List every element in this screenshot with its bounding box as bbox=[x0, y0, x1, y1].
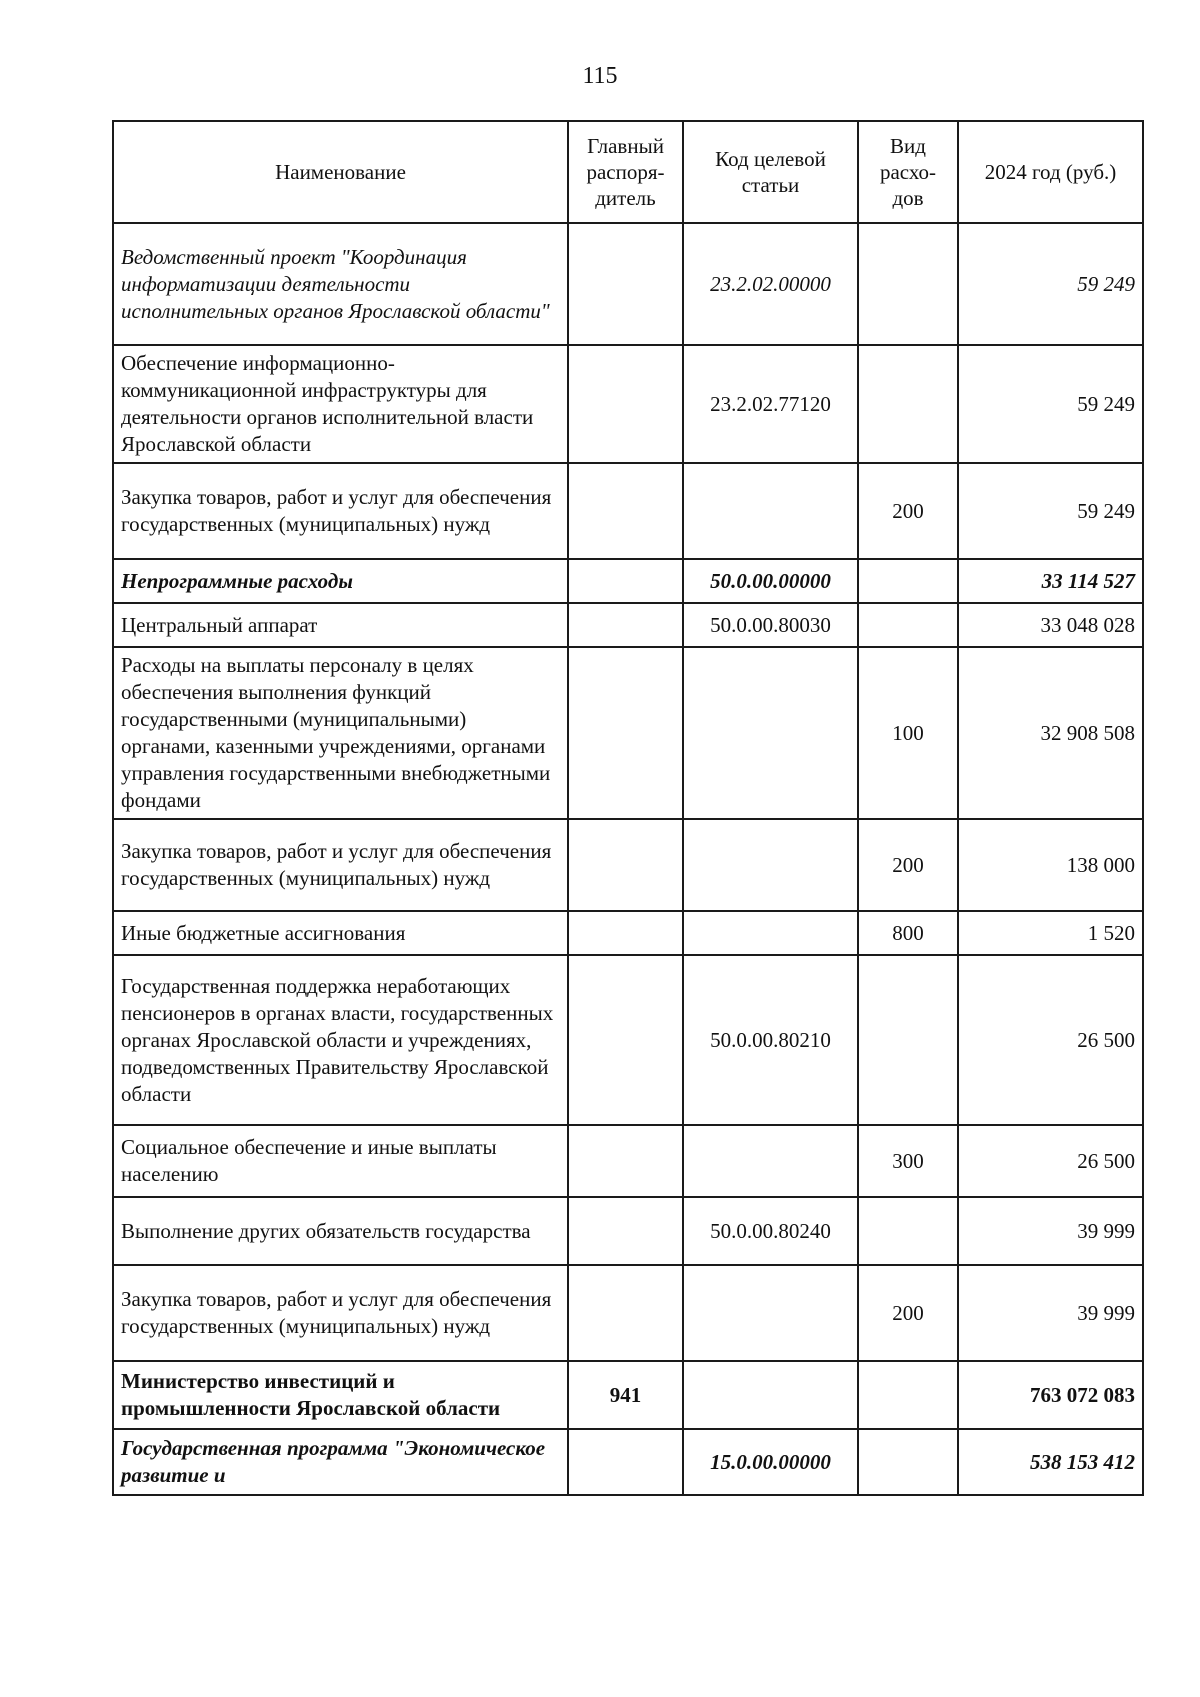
cell-name: Закупка товаров, работ и услуг для обеспечения государственных (муниципальных) нужд bbox=[113, 819, 568, 911]
cell-name: Непрограммные расходы bbox=[113, 559, 568, 603]
cell-manager bbox=[568, 603, 683, 647]
cell-code: 50.0.00.80240 bbox=[683, 1197, 858, 1265]
cell-name: Закупка товаров, работ и услуг для обеспечения государственных (муниципальных) нужд bbox=[113, 1265, 568, 1361]
table-row bbox=[113, 1361, 1143, 1429]
cell-code bbox=[683, 911, 858, 955]
header-name: Наименование bbox=[113, 121, 568, 223]
cell-code: 15.0.00.00000 bbox=[683, 1429, 858, 1495]
header-manager: Главный распоря-дитель bbox=[568, 121, 683, 223]
cell-amount: 39 999 bbox=[958, 1265, 1143, 1361]
cell-code: 50.0.00.80030 bbox=[683, 603, 858, 647]
cell-type: 800 bbox=[858, 911, 958, 955]
cell-type bbox=[858, 603, 958, 647]
header-amount: 2024 год (руб.) bbox=[958, 121, 1143, 223]
cell-type bbox=[858, 223, 958, 345]
cell-type bbox=[858, 955, 958, 1125]
table-row bbox=[113, 1125, 1143, 1197]
cell-name: Государственная поддержка неработающих пенсионеров в органах власти, государственных органах Ярославской области и учреждениях, подведомственных Правительству Ярославской области bbox=[113, 955, 568, 1125]
table-row bbox=[113, 1197, 1143, 1265]
cell-manager bbox=[568, 1265, 683, 1361]
cell-name: Выполнение других обязательств государства bbox=[113, 1197, 568, 1265]
table-row bbox=[113, 223, 1143, 345]
table-row bbox=[113, 647, 1143, 819]
cell-code: 23.2.02.77120 bbox=[683, 345, 858, 463]
table-row bbox=[113, 559, 1143, 603]
cell-amount: 1 520 bbox=[958, 911, 1143, 955]
cell-manager: 941 bbox=[568, 1361, 683, 1429]
cell-manager bbox=[568, 559, 683, 603]
cell-amount: 59 249 bbox=[958, 223, 1143, 345]
cell-code bbox=[683, 1361, 858, 1429]
cell-type bbox=[858, 1361, 958, 1429]
cell-amount: 32 908 508 bbox=[958, 647, 1143, 819]
table-row bbox=[113, 463, 1143, 559]
table-row bbox=[113, 603, 1143, 647]
cell-code bbox=[683, 819, 858, 911]
cell-amount: 763 072 083 bbox=[958, 1361, 1143, 1429]
table-header bbox=[113, 121, 1143, 223]
table-row bbox=[113, 911, 1143, 955]
page-number: 115 bbox=[582, 63, 618, 89]
cell-type bbox=[858, 1429, 958, 1495]
cell-name: Ведомственный проект "Координация информатизации деятельности исполнительных органов Ярославской области" bbox=[113, 223, 568, 345]
cell-amount: 26 500 bbox=[958, 1125, 1143, 1197]
cell-type bbox=[858, 1197, 958, 1265]
header-code: Код целевой статьи bbox=[683, 121, 858, 223]
budget-table bbox=[112, 120, 1144, 1496]
cell-manager bbox=[568, 345, 683, 463]
cell-amount: 26 500 bbox=[958, 955, 1143, 1125]
cell-code: 23.2.02.00000 bbox=[683, 223, 858, 345]
cell-name: Центральный аппарат bbox=[113, 603, 568, 647]
table-body bbox=[113, 223, 1143, 1495]
header-row bbox=[113, 121, 1143, 223]
cell-name: Обеспечение информационно-коммуникационной инфраструктуры для деятельности органов исполнительной власти Ярославской области bbox=[113, 345, 568, 463]
cell-code bbox=[683, 1265, 858, 1361]
cell-manager bbox=[568, 223, 683, 345]
cell-manager bbox=[568, 1125, 683, 1197]
cell-code bbox=[683, 1125, 858, 1197]
cell-amount: 33 114 527 bbox=[958, 559, 1143, 603]
cell-amount: 59 249 bbox=[958, 463, 1143, 559]
cell-type: 100 bbox=[858, 647, 958, 819]
table-row bbox=[113, 345, 1143, 463]
cell-type: 200 bbox=[858, 1265, 958, 1361]
cell-manager bbox=[568, 819, 683, 911]
cell-name: Иные бюджетные ассигнования bbox=[113, 911, 568, 955]
cell-name: Расходы на выплаты персоналу в целях обеспечения выполнения функций государственными (муниципальными) органами, казенными учреждениями, органами управления государственными внебюджетными фондами bbox=[113, 647, 568, 819]
cell-manager bbox=[568, 1429, 683, 1495]
cell-amount: 538 153 412 bbox=[958, 1429, 1143, 1495]
cell-manager bbox=[568, 955, 683, 1125]
cell-type: 300 bbox=[858, 1125, 958, 1197]
cell-amount: 59 249 bbox=[958, 345, 1143, 463]
cell-manager bbox=[568, 647, 683, 819]
cell-code: 50.0.00.80210 bbox=[683, 955, 858, 1125]
table-row bbox=[113, 819, 1143, 911]
table-row bbox=[113, 1429, 1143, 1495]
header-type: Вид расхо-дов bbox=[858, 121, 958, 223]
cell-code bbox=[683, 647, 858, 819]
cell-manager bbox=[568, 463, 683, 559]
cell-code bbox=[683, 463, 858, 559]
cell-manager bbox=[568, 1197, 683, 1265]
cell-type bbox=[858, 345, 958, 463]
table-row bbox=[113, 1265, 1143, 1361]
cell-amount: 33 048 028 bbox=[958, 603, 1143, 647]
cell-type: 200 bbox=[858, 463, 958, 559]
cell-name: Социальное обеспечение и иные выплаты населению bbox=[113, 1125, 568, 1197]
cell-name: Государственная программа "Экономическое развитие и bbox=[113, 1429, 568, 1495]
cell-type bbox=[858, 559, 958, 603]
cell-code: 50.0.00.00000 bbox=[683, 559, 858, 603]
cell-amount: 138 000 bbox=[958, 819, 1143, 911]
cell-name: Закупка товаров, работ и услуг для обеспечения государственных (муниципальных) нужд bbox=[113, 463, 568, 559]
cell-amount: 39 999 bbox=[958, 1197, 1143, 1265]
cell-name: Министерство инвестиций и промышленности Ярославской области bbox=[113, 1361, 568, 1429]
cell-manager bbox=[568, 911, 683, 955]
cell-type: 200 bbox=[858, 819, 958, 911]
table-row bbox=[113, 955, 1143, 1125]
